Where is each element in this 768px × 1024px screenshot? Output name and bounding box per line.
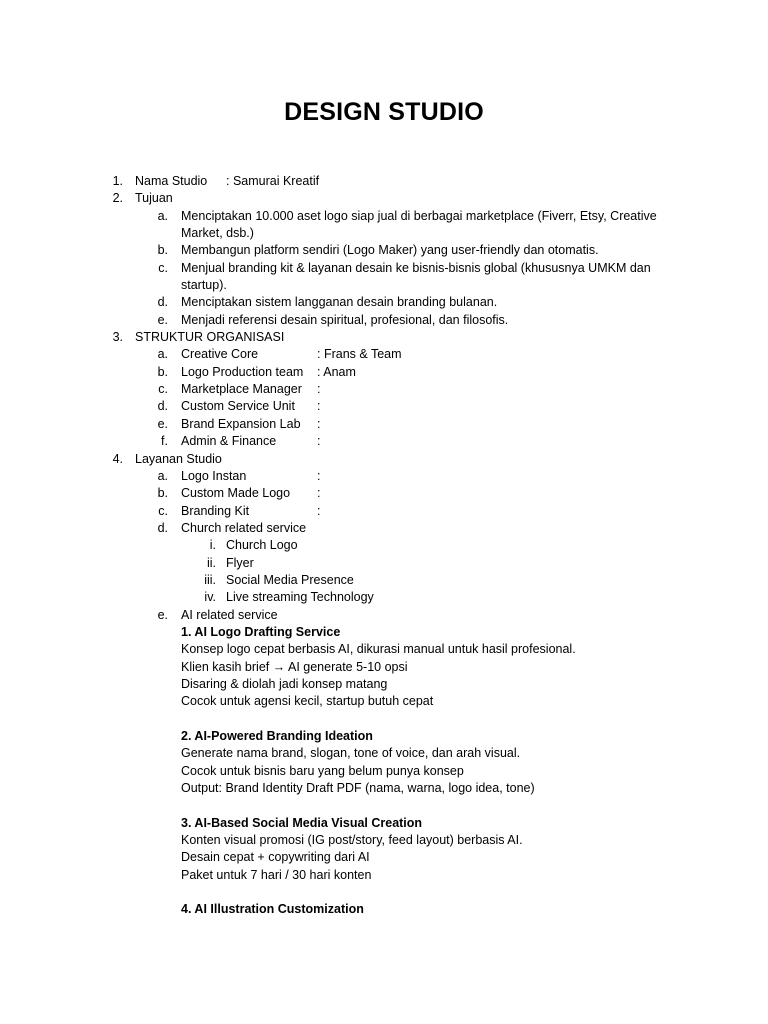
ai-service-title: 3. AI-Based Social Media Visual Creation [181, 815, 423, 830]
list-letter: e. [157, 416, 168, 431]
section-services [0, 451, 768, 468]
church-subitem-text: Flyer [226, 555, 254, 570]
org-role: Custom Service Unit [181, 399, 295, 414]
ai-service-heading [0, 624, 768, 641]
service-name: Custom Made Logo [181, 486, 291, 501]
org-member: : Frans & Team [317, 347, 402, 362]
ai-service-heading [0, 728, 768, 745]
blank-line [0, 711, 768, 728]
list-letter: d. [157, 295, 168, 310]
list-letter: b. [157, 364, 168, 379]
service-item [0, 468, 768, 485]
list-letter: d. [157, 399, 168, 414]
church-subitem-text: Live streaming Technology [226, 590, 374, 605]
org-role: Logo Production team [181, 364, 304, 379]
org-role: Admin & Finance [181, 434, 277, 449]
list-letter: c. [158, 382, 168, 397]
church-subitem-text: Church Logo [226, 538, 298, 553]
goal-text: Menciptakan 10.000 aset logo siap jual di berbagai marketplace (Fiverr, Etsy, Creative Market, dsb.) [181, 208, 657, 241]
service-item-church [0, 520, 768, 537]
org-member: : [317, 382, 321, 397]
ai-service-detail: Disaring & diolah jadi konsep matang [181, 676, 388, 691]
org-item [0, 433, 768, 450]
ai-service-line [0, 867, 768, 884]
ai-service-title: 2. AI-Powered Branding Ideation [181, 729, 373, 743]
list-number: 2. [112, 191, 123, 206]
list-letter: d. [157, 520, 168, 535]
ai-service-title: 4. AI Illustration Customization [181, 902, 364, 917]
ai-service-detail: Cocok untuk bisnis baru yang belum punya konsep [181, 763, 464, 778]
ai-service-line [0, 659, 768, 676]
church-subitem [0, 555, 768, 572]
list-roman: ii. [206, 555, 216, 570]
service-value: : [317, 486, 321, 501]
church-subitem [0, 537, 768, 554]
page-title: DESIGN STUDIO [284, 98, 484, 126]
section-goals [0, 190, 768, 207]
ai-service-line [0, 676, 768, 693]
service-name: AI related service [181, 607, 278, 622]
ai-service-line [0, 641, 768, 658]
goal-text: Menjadi referensi desain spiritual, profesional, dan filosofis. [181, 312, 509, 327]
list-letter: a. [157, 468, 168, 483]
service-name: Church related service [181, 520, 307, 535]
blank-line [0, 884, 768, 901]
service-name: Logo Instan [181, 468, 247, 483]
ai-service-detail: Klien kasih brief → AI generate 5-10 opsi [181, 659, 408, 674]
service-item [0, 503, 768, 520]
ai-service-detail: Desain cepat + copywriting dari AI [181, 850, 370, 865]
ai-service-detail: Konten visual promosi (IG post/story, feed layout) berbasis AI. [181, 833, 523, 848]
goal-item [0, 294, 768, 311]
section-organization [0, 329, 768, 346]
service-value: : [317, 503, 321, 518]
service-item [0, 485, 768, 502]
organization-label: STRUKTUR ORGANISASI [135, 330, 285, 345]
list-number: 4. [112, 451, 123, 466]
ai-service-line [0, 693, 768, 710]
church-subitem [0, 589, 768, 606]
ai-service-line [0, 763, 768, 780]
ai-service-line [0, 745, 768, 762]
list-letter: c. [158, 503, 168, 518]
ai-service-detail: Output: Brand Identity Draft PDF (nama, warna, logo idea, tone) [181, 781, 535, 796]
blank-line [0, 797, 768, 814]
service-item-ai [0, 607, 768, 624]
list-letter: e. [157, 607, 168, 622]
list-letter: f. [161, 434, 168, 449]
services-label: Layanan Studio [135, 451, 222, 466]
section-studio [0, 173, 768, 190]
org-member: : [317, 399, 321, 414]
org-member: : [317, 434, 321, 449]
org-item [0, 364, 768, 381]
ai-service-line [0, 832, 768, 849]
goals-label: Tujuan [135, 191, 173, 206]
org-role: Creative Core [181, 347, 259, 362]
service-name: Branding Kit [181, 503, 250, 518]
church-subitem [0, 572, 768, 589]
goal-text: Membangun platform sendiri (Logo Maker) yang user-friendly dan otomatis. [181, 243, 599, 258]
org-item [0, 416, 768, 433]
ai-service-title: 1. AI Logo Drafting Service [181, 624, 341, 639]
ai-service-detail: Generate nama brand, slogan, tone of voice, dan arah visual. [181, 746, 521, 761]
studio-name-value: : Samurai Kreatif [226, 174, 320, 188]
ai-service-detail: Cocok untuk agensi kecil, startup butuh cepat [181, 694, 434, 709]
studio-label: Nama Studio [135, 174, 208, 188]
service-value: : [317, 468, 321, 483]
org-role: Brand Expansion Lab [181, 416, 301, 431]
ai-service-detail: Konsep logo cepat berbasis AI, dikurasi manual untuk hasil profesional. [181, 642, 576, 657]
list-number: 3. [112, 330, 123, 345]
list-roman: iv. [204, 590, 216, 605]
list-number: 1. [112, 174, 123, 188]
org-member: : Anam [317, 364, 356, 379]
document-body [0, 173, 768, 919]
goal-item [0, 242, 768, 259]
list-letter: e. [157, 312, 168, 327]
list-roman: i. [209, 538, 216, 553]
ai-service-heading [0, 815, 768, 832]
ai-service-heading [0, 901, 768, 918]
ai-service-line [0, 849, 768, 866]
goal-text: Menciptakan sistem langganan desain branding bulanan. [181, 295, 498, 310]
list-roman: iii. [204, 572, 216, 587]
goal-item [0, 260, 768, 295]
org-item [0, 346, 768, 363]
goal-item [0, 312, 768, 329]
org-item [0, 398, 768, 415]
list-letter: c. [158, 260, 168, 275]
goal-text: Menjual branding kit & layanan desain ke bisnis-bisnis global (khususnya UMKM dan startup). [181, 260, 651, 293]
goal-item [0, 208, 768, 243]
org-item [0, 381, 768, 398]
org-member: : [317, 416, 321, 431]
ai-service-detail: Paket untuk 7 hari / 30 hari konten [181, 867, 372, 882]
list-letter: b. [157, 243, 168, 258]
list-letter: a. [157, 208, 168, 223]
org-role: Marketplace Manager [181, 382, 302, 397]
ai-service-line [0, 780, 768, 797]
church-subitem-text: Social Media Presence [226, 572, 354, 587]
list-letter: b. [157, 486, 168, 501]
list-letter: a. [157, 347, 168, 362]
